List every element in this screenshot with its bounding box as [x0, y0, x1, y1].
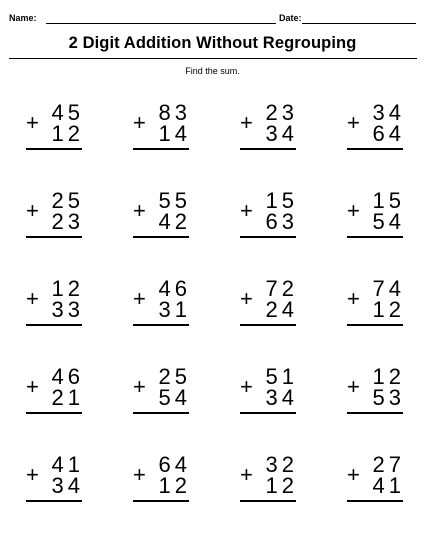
plus-sign: +	[347, 110, 360, 135]
addition-problem	[26, 190, 86, 242]
bottom-addend: 41	[372, 473, 405, 498]
bottom-addend: 34	[265, 385, 298, 410]
top-addend: 25	[158, 364, 191, 389]
bottom-addend: 12	[372, 297, 405, 322]
plus-sign: +	[26, 198, 39, 223]
plus-sign: +	[240, 198, 253, 223]
bottom-addend: 12	[158, 473, 191, 498]
plus-sign: +	[133, 374, 146, 399]
addition-problem	[26, 102, 86, 154]
top-addend: 64	[158, 452, 191, 477]
top-addend: 55	[158, 188, 191, 213]
answer-line[interactable]	[133, 324, 189, 326]
answer-line[interactable]	[347, 500, 403, 502]
answer-line[interactable]	[133, 148, 189, 150]
addition-problem	[240, 454, 300, 506]
top-addend: 34	[372, 100, 405, 125]
addition-problem	[26, 454, 86, 506]
answer-line[interactable]	[26, 324, 82, 326]
plus-sign: +	[133, 110, 146, 135]
bottom-addend: 31	[158, 297, 191, 322]
answer-line[interactable]	[347, 324, 403, 326]
bottom-addend: 33	[51, 297, 84, 322]
plus-sign: +	[26, 110, 39, 135]
plus-sign: +	[133, 286, 146, 311]
plus-sign: +	[240, 462, 253, 487]
plus-sign: +	[26, 462, 39, 487]
plus-sign: +	[347, 286, 360, 311]
answer-line[interactable]	[133, 500, 189, 502]
bottom-addend: 54	[158, 385, 191, 410]
plus-sign: +	[240, 374, 253, 399]
answer-line[interactable]	[347, 148, 403, 150]
addition-problem	[240, 366, 300, 418]
answer-line[interactable]	[347, 412, 403, 414]
addition-problem	[26, 366, 86, 418]
plus-sign: +	[240, 110, 253, 135]
addition-problem	[240, 278, 300, 330]
top-addend: 15	[372, 188, 405, 213]
addition-problem	[347, 366, 407, 418]
top-addend: 12	[372, 364, 405, 389]
bottom-addend: 23	[51, 209, 84, 234]
bottom-addend: 24	[265, 297, 298, 322]
answer-line[interactable]	[347, 236, 403, 238]
top-addend: 41	[51, 452, 84, 477]
addition-problem	[133, 366, 193, 418]
answer-line[interactable]	[240, 412, 296, 414]
bottom-addend: 63	[265, 209, 298, 234]
plus-sign: +	[26, 374, 39, 399]
top-addend: 46	[158, 276, 191, 301]
answer-line[interactable]	[26, 236, 82, 238]
answer-line[interactable]	[26, 148, 82, 150]
bottom-addend: 21	[51, 385, 84, 410]
bottom-addend: 34	[51, 473, 84, 498]
plus-sign: +	[26, 286, 39, 311]
bottom-addend: 14	[158, 121, 191, 146]
plus-sign: +	[240, 286, 253, 311]
addition-problem	[133, 454, 193, 506]
addition-problem	[347, 278, 407, 330]
top-addend: 12	[51, 276, 84, 301]
bottom-addend: 42	[158, 209, 191, 234]
answer-line[interactable]	[240, 148, 296, 150]
bottom-addend: 64	[372, 121, 405, 146]
answer-line[interactable]	[240, 324, 296, 326]
top-addend: 27	[372, 452, 405, 477]
date-label: Date:	[279, 13, 302, 23]
addition-problem	[240, 102, 300, 154]
top-addend: 72	[265, 276, 298, 301]
addition-problem	[347, 190, 407, 242]
bottom-addend: 12	[51, 121, 84, 146]
top-addend: 74	[372, 276, 405, 301]
answer-line[interactable]	[26, 412, 82, 414]
addition-problem	[133, 190, 193, 242]
plus-sign: +	[347, 198, 360, 223]
instructions: Find the sum.	[185, 66, 240, 76]
plus-sign: +	[133, 198, 146, 223]
bottom-addend: 53	[372, 385, 405, 410]
top-addend: 15	[265, 188, 298, 213]
top-addend: 46	[51, 364, 84, 389]
addition-problem	[133, 102, 193, 154]
plus-sign: +	[347, 374, 360, 399]
addition-problem	[240, 190, 300, 242]
answer-line[interactable]	[26, 500, 82, 502]
top-addend: 32	[265, 452, 298, 477]
answer-line[interactable]	[240, 236, 296, 238]
addition-problem	[347, 102, 407, 154]
answer-line[interactable]	[133, 412, 189, 414]
top-addend: 83	[158, 100, 191, 125]
addition-problem	[26, 278, 86, 330]
top-addend: 23	[265, 100, 298, 125]
top-addend: 45	[51, 100, 84, 125]
name-label: Name:	[9, 13, 37, 23]
top-addend: 51	[265, 364, 298, 389]
top-addend: 25	[51, 188, 84, 213]
answer-line[interactable]	[133, 236, 189, 238]
answer-line[interactable]	[240, 500, 296, 502]
addition-problem	[133, 278, 193, 330]
plus-sign: +	[347, 462, 360, 487]
bottom-addend: 34	[265, 121, 298, 146]
addition-problem	[347, 454, 407, 506]
worksheet-title: 2 Digit Addition Without Regrouping	[68, 34, 357, 52]
bottom-addend: 12	[265, 473, 298, 498]
plus-sign: +	[133, 462, 146, 487]
bottom-addend: 54	[372, 209, 405, 234]
